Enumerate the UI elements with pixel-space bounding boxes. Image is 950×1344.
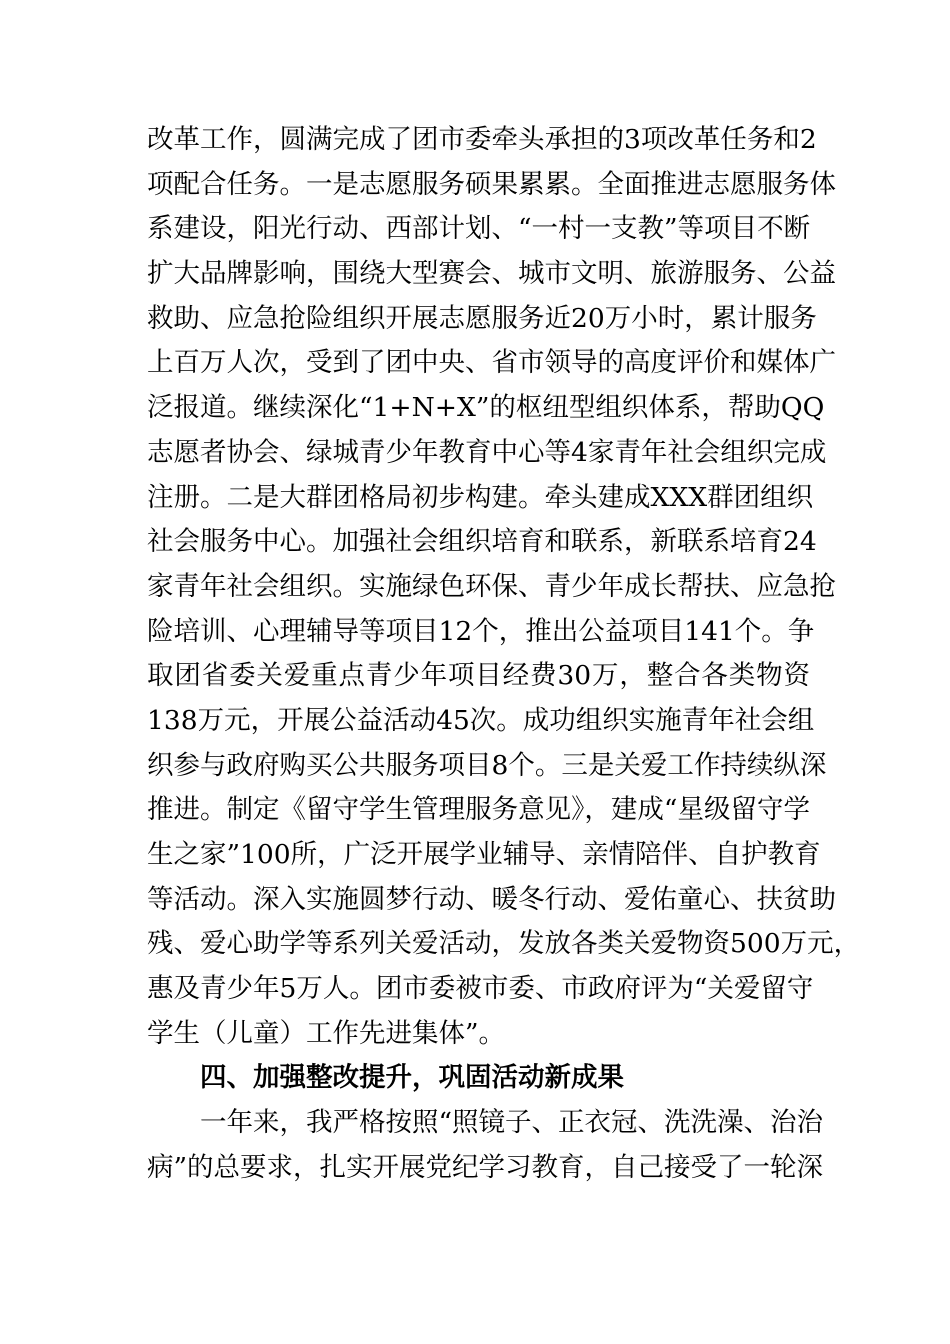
text-line: 注册。二是大群团格局初步构建。牵头建成XXX群团组织 — [147, 481, 814, 513]
text-line: 取团省委关爱重点青少年项目经费30万，整合各类物资 — [147, 660, 810, 692]
text-line: 社会服务中心。加强社会组织培育和联系，新联系培育24 — [147, 526, 817, 558]
body-text — [147, 118, 861, 1191]
text-line: 残、爱心助学等系列关爱活动，发放各类关爱物资500万元， — [147, 928, 861, 960]
text-line: 志愿者协会、绿城青少年教育中心等4家青年社会组织完成 — [147, 436, 827, 468]
text-line: 推进。制定《留守学生管理服务意见》，建成“星级留守学 — [147, 794, 810, 826]
text-line: 救助、应急抢险组织开展志愿服务近20万小时，累计服务 — [147, 302, 817, 334]
text-line: 险培训、心理辅导等项目12个，推出公益项目141个。争 — [147, 615, 815, 647]
text-line: 138万元，开展公益活动45次。成功组织实施青年社会组 — [147, 704, 815, 736]
text-line: 学生（儿童）工作先进集体”。 — [147, 1017, 506, 1049]
text-line: 等活动。深入实施圆梦行动、暖冬行动、爱佑童心、扶贫助 — [147, 883, 836, 915]
text-line: 生之家”100所，广泛开展学业辅导、亲情陪伴、自护教育 — [147, 839, 821, 870]
text-line: 家青年社会组织。实施绿色环保、青少年成长帮扶、应急抢 — [147, 570, 836, 602]
text-line: 上百万人次，受到了团中央、省市领导的高度评价和媒体广 — [147, 347, 836, 379]
text-line: 惠及青少年5万人。团市委被市委、市政府评为“关爱留守 — [147, 973, 814, 1005]
text-line: 改革工作，圆满完成了团市委牵头承担的3项改革任务和2 — [147, 124, 817, 155]
section-heading: 四、加强整改提升，巩固活动新成果 — [200, 1062, 624, 1094]
text-line: 一年来，我严格按照“照镜子、正衣冠、洗洗澡、治治 — [200, 1107, 824, 1139]
text-line: 扩大品牌影响，围绕大型赛会、城市文明、旅游服务、公益 — [147, 258, 836, 290]
text-line: 项配合任务。一是志愿服务硕果累累。全面推进志愿服务体 — [147, 168, 836, 200]
text-line: 泛报道。继续深化“1+N+X”的枢纽型组织体系，帮助QQ — [147, 392, 825, 424]
text-line: 病”的总要求，扎实开展党纪学习教育，自己接受了一轮深 — [147, 1151, 824, 1183]
text-line: 织参与政府购买公共服务项目8个。三是关爱工作持续纵深 — [147, 749, 827, 781]
text-line: 系建设，阳光行动、西部计划、“一村一支教”等项目不断 — [147, 213, 811, 245]
